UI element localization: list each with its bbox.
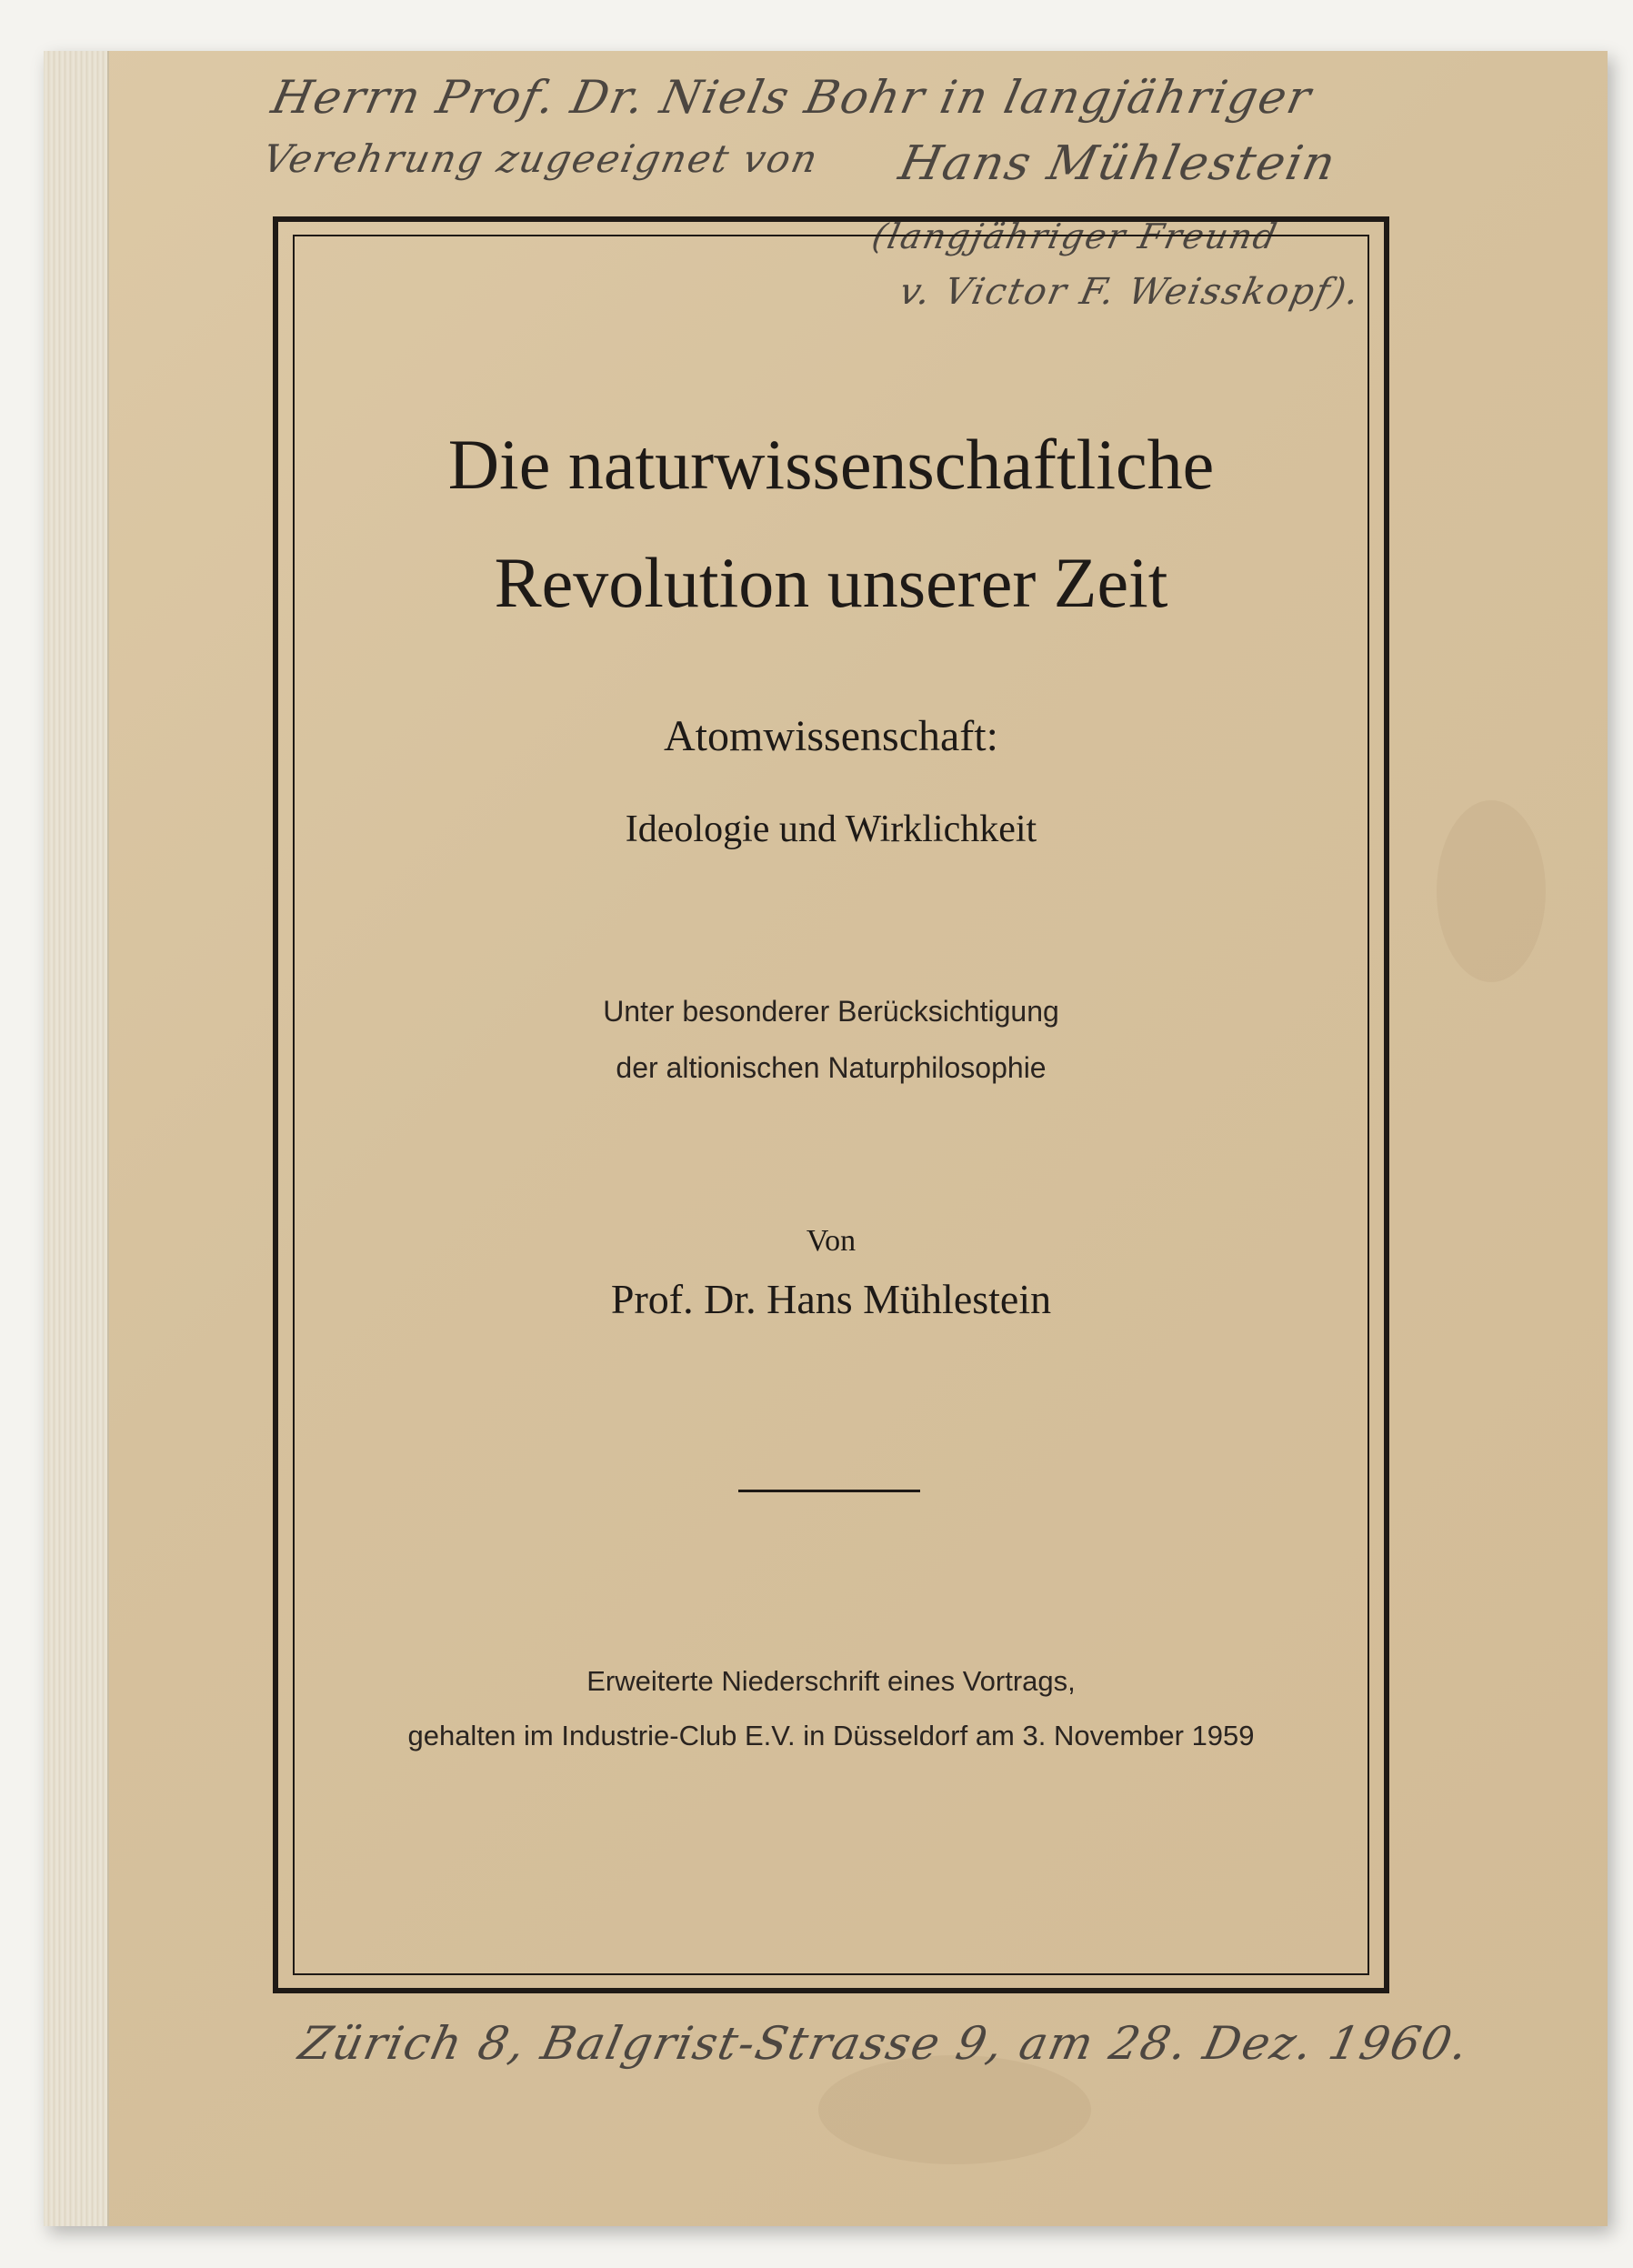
subtitle: Atomwissenschaft: (664, 712, 998, 760)
lecture-line-2: gehalten im Industrie-Club E.V. in Düsseldorf am 3. November 1959 (407, 1720, 1255, 1751)
author-name: Prof. Dr. Hans Mühlestein (610, 1276, 1052, 1322)
inscription-footer: Zürich 8, Balgrist-Strasse 9, am 28. Dez. 1960. (294, 2017, 1475, 2070)
inscription-line-2b: Hans Mühlestein (894, 136, 1342, 191)
booklet-spine (44, 51, 109, 2226)
divider-rule (738, 1490, 920, 1492)
inscription-line-4: v. Victor F. Weisskopf). (896, 271, 1365, 313)
inscription-line-3: (langjähriger Freund (868, 216, 1282, 256)
inscription-line-1: Herrn Prof. Dr. Niels Bohr in langjähriger (266, 71, 1317, 124)
by-label: Von (806, 1224, 857, 1258)
title-line-2: Revolution unserer Zeit (494, 543, 1168, 622)
subtitle-2: Ideologie und Wirklichkeit (625, 808, 1037, 850)
note-line-1: Unter besonderer Berücksichtigung (603, 995, 1059, 1028)
lecture-line-1: Erweiterte Niederschrift eines Vortrags, (586, 1665, 1076, 1697)
inscription-line-2a: Verehrung zugeeignet von (258, 136, 824, 181)
note-line-2: der altionischen Naturphilosophie (616, 1051, 1047, 1084)
paper-stain (1437, 800, 1546, 982)
title-line-1: Die naturwissenschaftliche (447, 425, 1215, 504)
paper-stain (818, 2055, 1091, 2164)
